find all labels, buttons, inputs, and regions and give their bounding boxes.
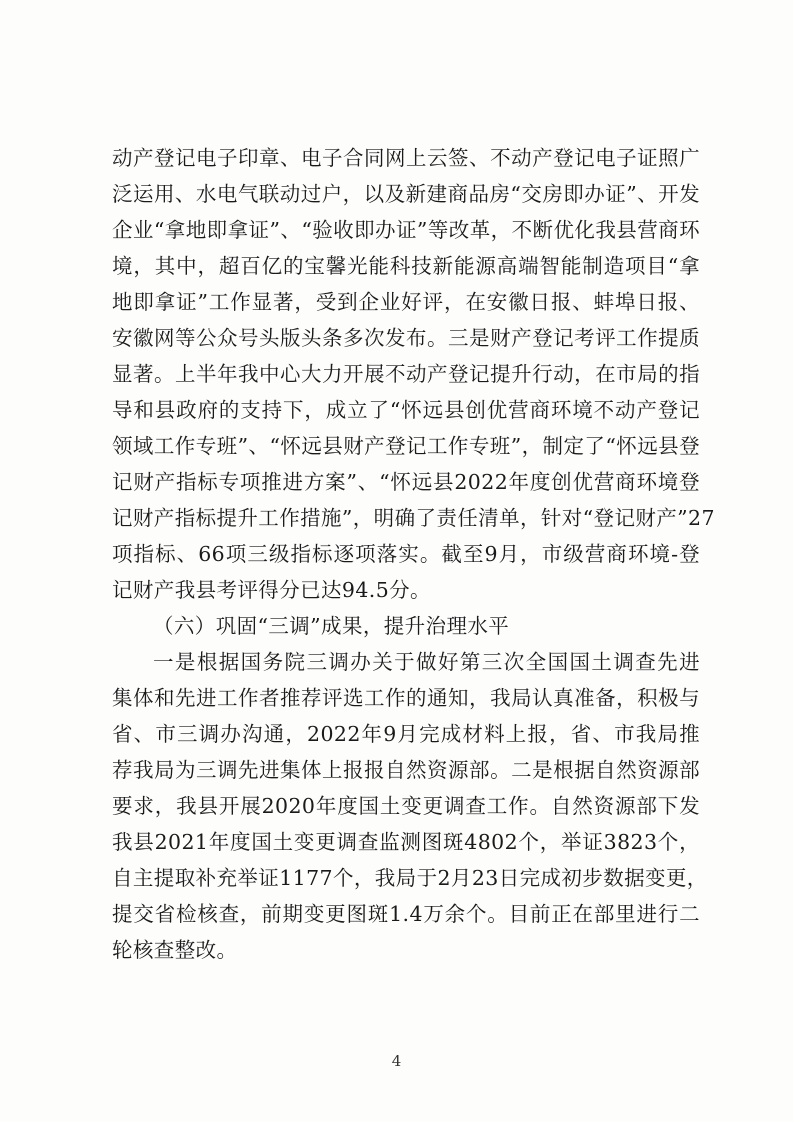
body-line: 企业“拿地即拿证”、“验收即办证”等改革，不断优化我县营商环 [112,218,700,242]
section-line: 自主提取补充举证1177个，我局于2月23日完成初步数据变更， [112,866,708,890]
body-line: 地即拿证”工作显著，受到企业好评，在安徽日报、蚌埠日报、 [112,290,700,314]
section-line: 我县2021年度国土变更调查监测图斑4802个，举证3823个， [112,830,700,854]
body-line: 记财产指标专项推进方案”、“怀远县2022年度创优营商环境登 [112,470,700,494]
section-line: 集体和先进工作者推荐评选工作的通知，我局认真准备，积极与 [112,686,700,710]
section-line: 提交省检核查，前期变更图斑1.4万余个。目前正在部里进行二 [112,902,700,926]
page-number: 4 [391,1052,402,1070]
body-line: 记财产指标提升工作措施”，明确了责任清单，针对“登记财产”27 [112,506,715,530]
section-heading: （六）巩固“三调”成果，提升治理水平 [153,614,510,638]
body-line: 项指标、66项三级指标逐项落实。截至9月，市级营商环境-登 [112,542,700,566]
body-line: 境，其中，超百亿的宝馨光能科技新能源高端智能制造项目“拿 [112,254,700,278]
body-line: 安徽网等公众号头版头条多次发布。三是财产登记考评工作提质 [112,326,700,350]
body-line: 导和县政府的支持下，成立了“怀远县创优营商环境不动产登记 [112,398,700,422]
body-line: 泛运用、水电气联动过户，以及新建商品房“交房即办证”、开发 [112,182,700,206]
section-line: 省、市三调办沟通，2022年9月完成材料上报，省、市我局推 [112,722,700,746]
section-line: 轮核查整改。 [112,938,238,962]
section-line: 一是根据国务院三调办关于做好第三次全国国土调查先进 [153,650,700,674]
document-body [112,140,715,968]
section-line: 荐我局为三调先进集体上报报自然资源部。二是根据自然资源部 [112,758,700,782]
body-line: 动产登记电子印章、电子合同网上云签、不动产登记电子证照广 [112,146,700,170]
section-line: 要求，我县开展2020年度国土变更调查工作。自然资源部下发 [112,794,700,818]
body-line: 领域工作专班”、“怀远县财产登记工作专班”，制定了“怀远县登 [112,434,700,458]
body-line: 显著。上半年我中心大力开展不动产登记提升行动，在市局的指 [112,362,700,386]
body-line: 记财产我县考评得分已达94.5分。 [112,578,431,602]
